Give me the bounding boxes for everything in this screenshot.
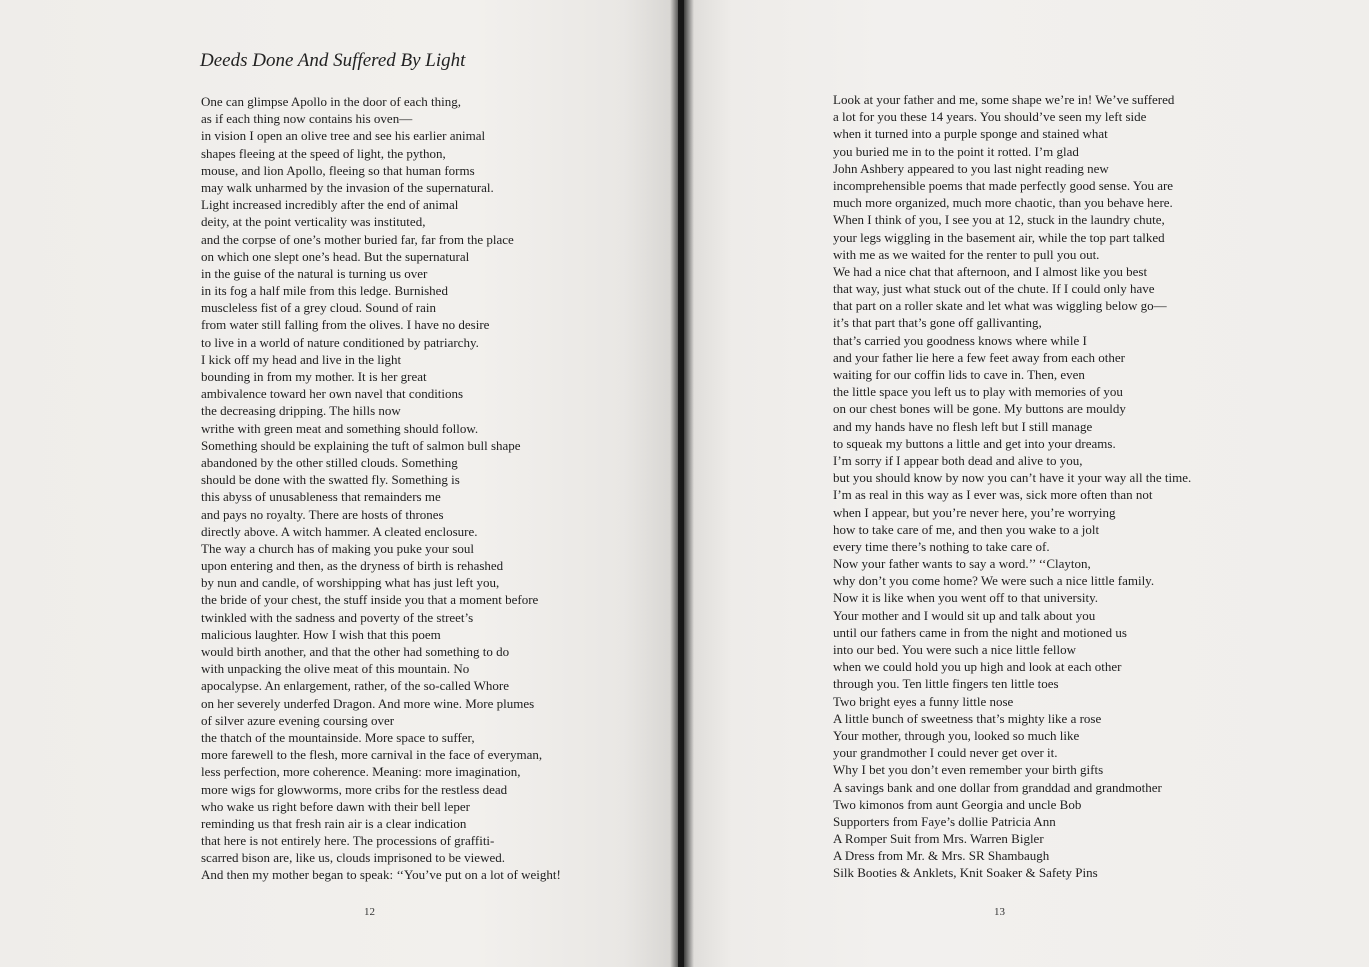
poem-line: that way, just what stuck out of the chute. If I could only have [833, 281, 1155, 297]
poem-line: The way a church has of making you puke your soul [201, 540, 474, 556]
poem-line: apocalypse. An enlargement, rather, of the so-called Whore [201, 678, 509, 694]
poem-line: of silver azure evening coursing over [201, 712, 395, 728]
poem-line: as if each thing now contains his oven— [201, 111, 413, 127]
poem-line: how to take care of me, and then you wake to a jolt [833, 521, 1100, 537]
poem-line: when we could hold you up high and look at each other [833, 659, 1122, 675]
page-number-left: 12 [364, 906, 375, 918]
poem-title: Deeds Done And Suffered By Light [200, 50, 466, 71]
poem-line: Light increased incredibly after the end of animal [201, 197, 459, 213]
poem-line: One can glimpse Apollo in the door of each thing, [201, 94, 461, 109]
poem-line: upon entering and then, as the dryness of birth is rehashed [201, 558, 504, 574]
poem-line: Supporters from Faye’s dollie Patricia Ann [833, 813, 1056, 829]
poem-line: We had a nice chat that afternoon, and I almost like you best [833, 263, 1148, 279]
poem-line: the decreasing dripping. The hills now [201, 403, 401, 419]
poem-line: A savings bank and one dollar from granddad and grandmother [833, 779, 1162, 795]
poem-line: the bride of your chest, the stuff inside you that a moment before [201, 592, 539, 608]
poem-line: When I think of you, I see you at 12, stuck in the laundry chute, [833, 212, 1165, 228]
poem-line: when I appear, but you’re never here, you’re worrying [833, 504, 1116, 520]
poem-line: I’m as real in this way as I ever was, sick more often than not [833, 487, 1153, 503]
poem-line: you buried me in to the point it rotted. I’m glad [833, 143, 1079, 159]
poem-line: mouse, and lion Apollo, fleeing so that human forms [201, 162, 475, 178]
poem-line: scarred bison are, like us, clouds imprisoned to be viewed. [201, 850, 505, 866]
poem-line: and my hands have no flesh left but I still manage [833, 418, 1093, 434]
poem-line: it’s that part that’s gone off gallivanting, [833, 315, 1042, 331]
poem-line: every time there’s nothing to take care of. [833, 538, 1050, 554]
poem-line: A Dress from Mr. & Mrs. SR Shambaugh [833, 848, 1050, 864]
poem-line: on her severely underfed Dragon. And more wine. More plumes [201, 695, 535, 711]
poem-line: in its fog a half mile from this ledge. Burnished [201, 283, 448, 299]
book-gutter [670, 0, 694, 967]
poem-line: waiting for our coffin lids to cave in. Then, even [833, 367, 1085, 382]
poem-line: in vision I open an olive tree and see his earlier animal [201, 128, 486, 144]
poem-line: through you. Ten little fingers ten little toes [833, 676, 1059, 692]
poem-line: who wake us right before dawn with their bell leper [201, 798, 470, 814]
poem-line: more farewell to the flesh, more carnival in the face of everyman, [201, 747, 543, 763]
poem-line: And then my mother began to speak: ‘‘You’ve put on a lot of weight! [201, 867, 561, 883]
left-poem-text [201, 93, 561, 884]
poem-line: from water still falling from the olives. I have no desire [201, 317, 490, 333]
poem-line: A Romper Suit from Mrs. Warren Bigler [833, 831, 1044, 847]
poem-line: should be done with the swatted fly. Something is [201, 472, 460, 488]
poem-line: twinkled with the sadness and poverty of the street’s [201, 609, 474, 625]
poem-line: Silk Booties & Anklets, Knit Soaker & Safety Pins [833, 865, 1098, 881]
poem-line: the little space you left us to play with memories of you [833, 384, 1123, 400]
poem-line: on which one slept one’s head. But the supernatural [201, 248, 470, 264]
poem-line: your grandmother I could never get over it. [833, 745, 1058, 761]
poem-line: that here is not entirely here. The processions of graffiti- [201, 833, 495, 849]
poem-line: A little bunch of sweetness that’s mighty like a rose [833, 710, 1102, 726]
poem-line: with me as we waited for the renter to pull you out. [833, 246, 1100, 262]
poem-line: Now it is like when you went off to that university. [833, 590, 1099, 606]
poem-line: much more organized, much more chaotic, than you behave here. [833, 195, 1173, 211]
poem-line: Two kimonos from aunt Georgia and uncle Bob [833, 796, 1082, 812]
poem-line: more wigs for glowworms, more cribs for the restless dead [201, 781, 508, 797]
poem-line: and the corpse of one’s mother buried far, far from the place [201, 231, 514, 247]
poem-line: muscleless fist of a grey cloud. Sound of rain [201, 300, 437, 316]
poem-line: and your father lie here a few feet away from each other [833, 349, 1125, 365]
poem-line: incomprehensible poems that made perfectly good sense. You are [833, 177, 1174, 193]
poem-line: with unpacking the olive meat of this mountain. No [201, 661, 470, 677]
poem-line: to live in a world of nature conditioned by patriarchy. [201, 334, 479, 350]
poem-line: Now your father wants to say a word.’’ ‘‘Clayton, [833, 556, 1091, 572]
poem-line: on our chest bones will be gone. My buttons are mouldy [833, 401, 1126, 417]
poem-line: and pays no royalty. There are hosts of thrones [201, 506, 444, 522]
poem-line: but you should know by now you can’t have it your way all the time. [833, 470, 1192, 486]
poem-line: Two bright eyes a funny little nose [833, 693, 1014, 709]
poem-line: your legs wiggling in the basement air, while the top part talked [833, 229, 1165, 245]
poem-line: into our bed. You were such a nice little fellow [833, 642, 1076, 657]
poem-line: Why I bet you don’t even remember your birth gifts [833, 762, 1104, 778]
page-number-right: 13 [994, 906, 1005, 918]
poem-line: deity, at the point verticality was instituted, [201, 214, 426, 230]
poem-line: would birth another, and that the other had something to do [201, 644, 510, 659]
poem-line: when it turned into a purple sponge and stained what [833, 126, 1108, 142]
poem-line: less perfection, more coherence. Meaning: more imagination, [201, 764, 521, 780]
poem-line: in the guise of the natural is turning us over [201, 265, 428, 281]
poem-line: why don’t you come home? We were such a nice little family. [833, 573, 1155, 589]
poem-line: I’m sorry if I appear both dead and alive to you, [833, 452, 1083, 468]
poem-line: until our fathers came in from the night and motioned us [833, 624, 1127, 640]
poem-line: reminding us that fresh rain air is a clear indication [201, 815, 467, 831]
poem-line: may walk unharmed by the invasion of the supernatural. [201, 179, 494, 195]
right-poem-text [833, 91, 1191, 882]
poem-line: that part on a roller skate and let what was wiggling below go— [833, 298, 1167, 314]
poem-line: that’s carried you goodness knows where while I [833, 332, 1087, 348]
poem-line: ambivalence toward her own navel that conditions [201, 386, 464, 402]
poem-line: to squeak my buttons a little and get into your dreams. [833, 435, 1116, 451]
poem-line: Your mother and I would sit up and talk about you [833, 607, 1096, 623]
left-page [0, 0, 678, 967]
poem-line: John Ashbery appeared to you last night reading new [833, 160, 1109, 176]
poem-line: Look at your father and me, some shape we’re in! We’ve suffered [833, 92, 1175, 107]
poem-line: the thatch of the mountainside. More space to suffer, [201, 729, 475, 745]
poem-line: by nun and candle, of worshipping what has just left you, [201, 575, 500, 591]
poem-line: a lot for you these 14 years. You should’ve seen my left side [833, 109, 1147, 125]
poem-line: bounding in from my mother. It is her great [201, 369, 427, 384]
poem-line: writhe with green meat and something should follow. [201, 420, 479, 436]
poem-line: I kick off my head and live in the light [201, 351, 402, 367]
poem-line: malicious laughter. How I wish that this poem [201, 626, 441, 642]
poem-line: Something should be explaining the tuft of salmon bull shape [201, 437, 521, 453]
poem-line: directly above. A witch hammer. A cleated enclosure. [201, 523, 478, 539]
poem-line: shapes fleeing at the speed of light, the python, [201, 145, 446, 161]
poem-line: Your mother, through you, looked so much like [833, 727, 1080, 743]
poem-line: this abyss of unusableness that remainders me [201, 489, 441, 505]
poem-line: abandoned by the other stilled clouds. Something [201, 454, 458, 470]
